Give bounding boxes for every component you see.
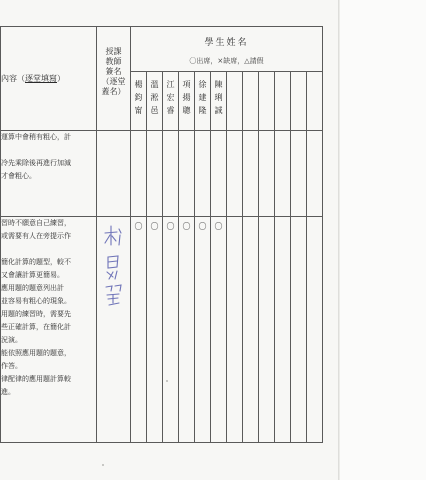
student-name-cell [259,72,275,131]
table-row [1,217,323,443]
attendance-mark [291,131,307,217]
teacher-header-line: 蓋名） [101,87,126,96]
student-name-char: 誠 [214,106,223,115]
teacher-header-line: 教師 [105,57,122,66]
attendance-mark [131,131,147,217]
content-line: 作答。 [1,362,22,370]
attendance-table [0,26,323,443]
teacher-signature-cell [97,131,131,217]
attendance-mark: 〇 [179,217,195,443]
student-name-char: 建 [198,93,207,102]
attendance-mark [243,217,259,443]
student-name-char: 隆 [198,106,207,115]
content-line: 運算中會稍有粗心，計 [1,133,71,141]
attendance-mark [291,217,307,443]
content-line: 用題的練習時，需要先 [1,310,71,318]
teacher-signature-cell [97,217,131,443]
attendance-mark [211,131,227,217]
page-edge [338,0,340,480]
student-name-char: 徐 [198,80,207,89]
student-name-cell [163,72,179,131]
paper-speck [166,380,168,382]
fill-each-session-note: 逐堂填寫 [25,74,57,83]
paper-speck [102,464,104,466]
student-name-cell [291,72,307,131]
student-name-char: 陳 [214,80,223,89]
attendance-mark [163,131,179,217]
attendance-mark [227,131,243,217]
student-name-char: 揚 [182,93,191,102]
content-column-header: 內容（逐堂填寫） [1,27,97,131]
attendance-legend: 〇出席，×缺席，△請假 [189,57,264,65]
student-name-cell [147,72,163,131]
student-name-char: 鈞 [134,93,143,102]
content-line: 律配律的應用題計算較 [1,375,71,383]
session-content-cell [1,217,97,443]
student-name-char: 琍 [214,93,223,102]
student-name-cell [227,72,243,131]
teacher-header-line: 授課 [105,47,122,56]
content-line: 習時不願意自己練習， [1,219,71,227]
student-name-char: 聰 [182,106,191,115]
student-name-cell [179,72,195,131]
attendance-mark [195,131,211,217]
student-name-cell [195,72,211,131]
student-name-cell [307,72,323,131]
attendance-mark [275,131,291,217]
student-name-char: 宏 [166,93,175,102]
content-line: 應用題的題意列出計 [1,284,64,292]
content-line: 冷先乘除後再進行加減 [1,159,71,167]
session-content-cell [1,131,97,217]
content-line [1,243,96,256]
student-name-cell [131,72,147,131]
attendance-mark [147,131,163,217]
student-name-cell [243,72,259,131]
student-names-header [131,27,323,72]
content-line: 簡化計算的題型，較不 [1,258,71,266]
content-line: 又會讓計算更簡易。 [1,271,64,279]
attendance-mark: 〇 [163,217,179,443]
attendance-mark: 〇 [195,217,211,443]
student-name-char: 項 [182,80,191,89]
student-name-cell [275,72,291,131]
attendance-mark: 〇 [211,217,227,443]
table-row [1,131,323,217]
attendance-mark: 〇 [147,217,163,443]
attendance-mark [179,131,195,217]
student-name-char: 甯 [134,106,143,115]
student-name-char: 睿 [166,106,175,115]
attendance-mark [227,217,243,443]
teacher-header-line: 簽名 [105,67,122,76]
attendance-mark [259,217,275,443]
student-names-title: 學生姓名 [204,38,249,48]
content-line: 並容易有粗心的現象。 [1,297,71,305]
student-name-char: 江 [166,80,175,89]
teacher-signature-header [97,27,131,131]
student-name-char: 邑 [150,106,159,115]
content-line: 況演。 [1,336,22,344]
teacher-header-line: （逐堂 [101,77,126,86]
student-name-cell [211,72,227,131]
content-line: 些正確計算，在簡化計 [1,323,71,331]
content-line [1,144,96,157]
attendance-mark [259,131,275,217]
attendance-mark: 〇 [131,217,147,443]
content-line: 才會粗心。 [1,172,36,180]
attendance-mark [243,131,259,217]
student-name-char: 楊 [134,80,143,89]
student-name-char: 淞 [150,93,159,102]
content-line: 或需要有人在旁提示作 [1,232,71,240]
attendance-mark [307,131,323,217]
attendance-mark [307,217,323,443]
content-line: 進。 [1,388,15,396]
attendance-mark [275,217,291,443]
content-line: 能依照應用題的題意， [1,349,71,357]
handwritten-signature [103,223,127,313]
student-name-char: 溫 [150,80,159,89]
